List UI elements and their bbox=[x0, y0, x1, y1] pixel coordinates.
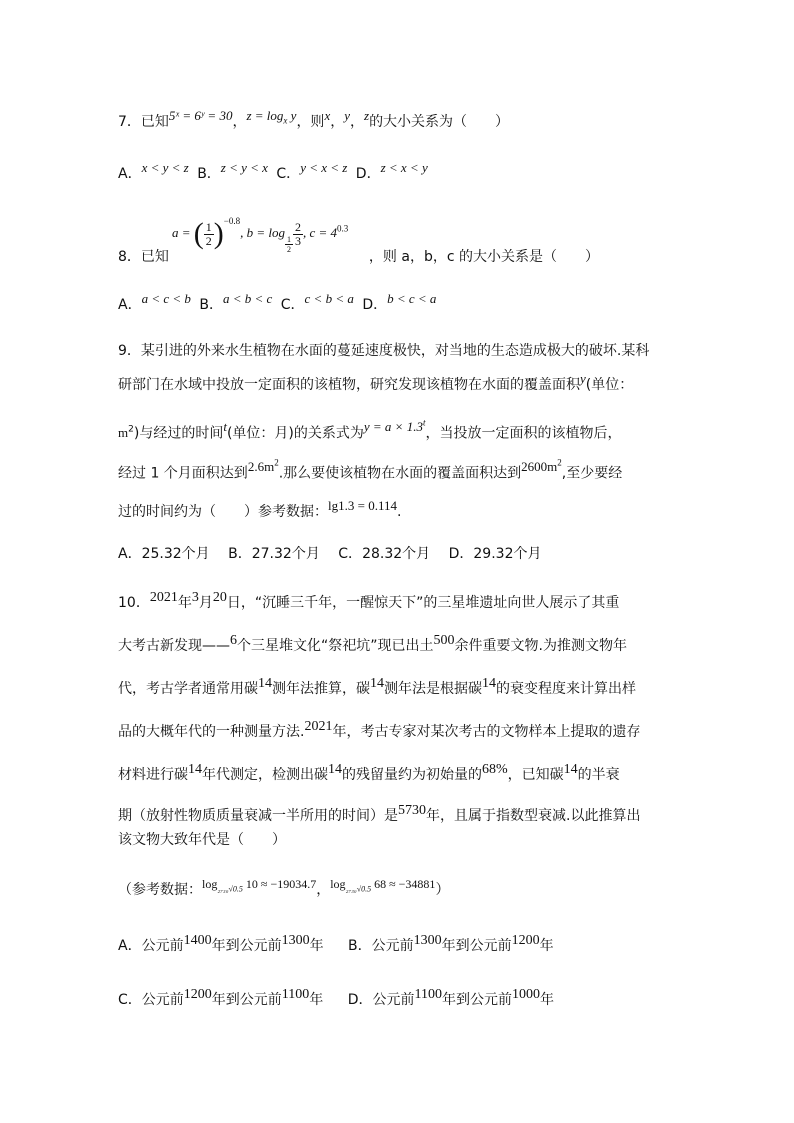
q10-line-6 bbox=[118, 803, 641, 827]
q10-text: 期（放射性物质质量衰减一半所用的时间）是 bbox=[118, 808, 398, 824]
q9-area-1-value: 2.6m bbox=[247, 459, 275, 475]
q7-var-x: x bbox=[324, 108, 331, 123]
q9-area-1 bbox=[248, 459, 279, 474]
q10-text: 测年法推算，碳 bbox=[272, 681, 370, 697]
q10-ref-formula-1 bbox=[202, 877, 317, 894]
option-year: 1400 bbox=[183, 933, 212, 948]
q9-line-4 bbox=[118, 459, 622, 483]
q7-text: 的大小关系为（ ） bbox=[369, 114, 510, 130]
q9-area-2 bbox=[521, 459, 562, 474]
q10-option-c[interactable] bbox=[118, 987, 324, 1008]
q8-formula bbox=[172, 215, 349, 254]
option-label: C． bbox=[338, 546, 363, 562]
q10-text: 的残留量约为初始量的 bbox=[342, 767, 482, 783]
log-value: 10 ≈ −19034.7 bbox=[242, 877, 317, 891]
q9-text: ,至少要经 bbox=[561, 465, 623, 482]
q8-text: 已知 bbox=[140, 249, 169, 265]
q8-a-fraction bbox=[204, 221, 214, 248]
q10-text: 的衰变程度来计算出样 bbox=[496, 681, 636, 697]
option-label: C． bbox=[118, 992, 142, 1008]
option-text: 年到公元前 bbox=[211, 938, 282, 954]
q9-text: (单位： bbox=[585, 377, 634, 393]
q10-line-3 bbox=[118, 676, 636, 700]
q10-number-value: 14 bbox=[188, 762, 202, 777]
option-label: A． bbox=[118, 166, 142, 182]
q8-option-d[interactable] bbox=[362, 291, 440, 313]
q10-text: 代，考古学者通常用碳 bbox=[118, 681, 258, 697]
q7-option-d[interactable] bbox=[355, 160, 432, 182]
q7-text: 已知 bbox=[140, 114, 169, 130]
q10-text: 年，考古专家对某次考古的文物样本上提取的遗存 bbox=[332, 724, 641, 740]
option-year: 1000 bbox=[511, 987, 540, 1002]
frac-num: 1 bbox=[205, 219, 212, 234]
q7-options bbox=[118, 160, 432, 184]
q9-text: .那么要使该植物在水面的覆盖面积达到 bbox=[278, 465, 522, 482]
option-label: C． bbox=[276, 166, 301, 182]
q9-option-a[interactable] bbox=[118, 546, 210, 562]
q9-area-1-exp: 2 bbox=[274, 458, 279, 468]
q10-text: 个三星堆文化“祭祀坑”现已出土 bbox=[237, 638, 434, 654]
option-label: A． bbox=[118, 297, 142, 313]
frac-den: 2 bbox=[205, 233, 212, 248]
option-year: 1300 bbox=[281, 933, 310, 948]
q8-option-a[interactable] bbox=[118, 291, 195, 313]
q10-line-1 bbox=[118, 590, 620, 614]
option-year: 1300 bbox=[413, 933, 442, 948]
option-text: 公元前 bbox=[141, 938, 184, 954]
q7-text: ，则 bbox=[296, 114, 325, 130]
q9-area-2-value: 2600m bbox=[521, 459, 558, 475]
log-text: log bbox=[330, 877, 346, 891]
q10-option-a[interactable] bbox=[118, 933, 324, 954]
option-label: B． bbox=[199, 297, 223, 313]
q8-a-label: a = bbox=[172, 224, 191, 240]
q9-formula-base: y = a × 1.3 bbox=[363, 419, 423, 435]
q7-log-arg: y bbox=[287, 108, 297, 123]
option-text: 公元前 bbox=[141, 992, 184, 1008]
q10-year: 2021 bbox=[149, 590, 178, 605]
q8-options bbox=[118, 291, 440, 315]
option-text: 25.32个月 bbox=[141, 546, 210, 562]
q10-number: 10． bbox=[118, 595, 150, 611]
option-expr: z < y < x bbox=[220, 160, 268, 175]
q10-text: 材料进行碳 bbox=[118, 767, 188, 783]
q7-log-text: z = log bbox=[246, 108, 284, 123]
q7-option-a[interactable] bbox=[118, 160, 193, 182]
q9-text: 过的时间约为（ ）参考数据： bbox=[118, 504, 328, 520]
log-base: ₂₇₃₀√0.5 bbox=[217, 884, 243, 894]
q10-text: ， bbox=[316, 882, 331, 898]
option-label: A． bbox=[118, 546, 142, 562]
q10-text: 品的大概年代的一种测量方法. bbox=[118, 724, 305, 740]
q10-line-2 bbox=[118, 633, 627, 657]
q7-stem bbox=[118, 108, 510, 137]
q7-var-z: z bbox=[364, 108, 370, 123]
q8-stem bbox=[118, 244, 599, 267]
option-expr: a < b < c bbox=[222, 291, 273, 306]
option-label: A． bbox=[118, 938, 142, 954]
q10-day: 20 bbox=[212, 590, 227, 605]
option-text: 年 bbox=[309, 938, 324, 954]
q8-right-paren: ) bbox=[213, 217, 224, 250]
option-label: C． bbox=[280, 297, 305, 313]
option-label: D． bbox=[355, 166, 381, 182]
q10-text: 的半衰 bbox=[577, 767, 620, 783]
q10-number-value: 14 bbox=[482, 676, 496, 691]
frac-den: 2 bbox=[287, 244, 291, 254]
q8-b-fraction bbox=[293, 221, 303, 248]
q9-reference-data: lg1.3 = 0.114 bbox=[328, 498, 397, 513]
q9-text: 经过 1 个月面积达到 bbox=[118, 465, 248, 482]
q8-left-paren: ( bbox=[193, 217, 204, 250]
option-expr: a < c < b bbox=[141, 291, 191, 306]
q9-text: ，当投放一定面积的该植物后， bbox=[425, 425, 622, 442]
q10-ref-formula-2 bbox=[330, 877, 436, 894]
q9-text: (单位：月)的关系式为 bbox=[226, 425, 364, 442]
q10-text: 测年法是根据碳 bbox=[384, 681, 482, 697]
q9-line-3 bbox=[118, 419, 621, 443]
q10-text: 大考古新发现—— bbox=[118, 638, 230, 654]
option-label: D． bbox=[347, 992, 373, 1008]
q9-text: )与经过的时间 bbox=[133, 425, 224, 442]
q10-text: 月 bbox=[198, 595, 213, 611]
q10-options-row-1 bbox=[118, 933, 554, 957]
option-expr: c < b < a bbox=[304, 291, 354, 306]
q7-text: ， bbox=[232, 114, 247, 130]
q10-number-value: 500 bbox=[433, 633, 455, 648]
q7-log-base: x bbox=[283, 115, 288, 126]
option-year: 1200 bbox=[183, 987, 212, 1002]
option-text: 年 bbox=[309, 992, 324, 1008]
q10-text: ，已知碳 bbox=[507, 767, 564, 783]
q10-line-5 bbox=[118, 762, 620, 786]
q10-number-value: 6 bbox=[230, 633, 237, 648]
q10-text: ） bbox=[435, 882, 450, 898]
option-text: 公元前 bbox=[371, 938, 414, 954]
q9-option-d[interactable] bbox=[449, 546, 542, 562]
q10-text: 余件重要文物.为推测文物年 bbox=[454, 638, 627, 654]
q8-c-label: , c = 4 bbox=[303, 224, 338, 240]
option-expr: x < y < z bbox=[141, 160, 189, 175]
q10-number-value: 14 bbox=[258, 676, 272, 691]
frac-num: 2 bbox=[295, 219, 301, 234]
q10-month: 3 bbox=[191, 590, 199, 605]
option-text: 年到公元前 bbox=[441, 938, 512, 954]
q9-text: 研部门在水域中投放一定面积的该植物，研究发现该植物在水面的覆盖面积 bbox=[118, 377, 580, 393]
q7-option-c[interactable] bbox=[276, 160, 351, 182]
q9-line-2 bbox=[118, 371, 634, 395]
q9-option-b[interactable] bbox=[228, 546, 320, 562]
q8-b-label: , b = log bbox=[240, 224, 285, 240]
q9-line-1: 9．某引进的外来水生植物在水面的蔓延速度极快，对当地的生态造成极大的破坏.某科 bbox=[118, 343, 650, 359]
frac-den: 3 bbox=[295, 233, 301, 248]
q8-a-exponent: −0.8 bbox=[223, 215, 241, 226]
q10-text: 日，“沉睡三千年，一醒惊天下”的三星堆遗址向世人展示了其重 bbox=[226, 595, 620, 611]
q9-option-c[interactable] bbox=[338, 546, 430, 562]
option-expr: y < x < z bbox=[300, 160, 348, 175]
q10-line-4 bbox=[118, 719, 641, 743]
q10-reference bbox=[118, 877, 450, 905]
q9-unit-m: m bbox=[118, 425, 129, 441]
q10-year: 2021 bbox=[304, 719, 333, 734]
q10-option-d[interactable] bbox=[347, 987, 554, 1008]
option-label: D． bbox=[448, 546, 474, 562]
q7-text: ， bbox=[330, 114, 345, 130]
q8-option-c[interactable] bbox=[280, 291, 358, 313]
q10-half-life: 5730 bbox=[398, 803, 426, 818]
option-text: 28.32个月 bbox=[362, 546, 431, 562]
q10-option-b[interactable] bbox=[348, 933, 554, 954]
frac-num: 1 bbox=[287, 234, 291, 244]
q9-line-5 bbox=[118, 498, 402, 522]
option-text: 27.32个月 bbox=[251, 546, 320, 562]
q10-text: 年，且属于指数型衰减.以此推算出 bbox=[426, 808, 641, 824]
log-text: log bbox=[202, 877, 218, 891]
option-label: B． bbox=[197, 166, 221, 182]
option-text: 公元前 bbox=[372, 992, 415, 1008]
option-text: 年 bbox=[539, 992, 554, 1008]
q9-formula-exp: t bbox=[422, 418, 426, 428]
q9-area-2-exp: 2 bbox=[557, 458, 562, 468]
log-base: ₂₇₃₀√0.5 bbox=[345, 884, 372, 894]
q9-var-y: y bbox=[580, 371, 586, 386]
q10-options-row-2 bbox=[118, 987, 554, 1011]
q10-line-7: 该文物大致年代是（ ） bbox=[118, 832, 286, 848]
option-text: 年到公元前 bbox=[211, 992, 282, 1008]
q7-math-log bbox=[246, 108, 297, 126]
log-value: 68 ≈ −34881 bbox=[371, 877, 436, 891]
q10-number-value: 14 bbox=[563, 762, 578, 777]
option-label: B． bbox=[348, 938, 372, 954]
option-year: 1100 bbox=[281, 987, 310, 1002]
q10-text: （参考数据： bbox=[118, 882, 202, 898]
option-expr: b < c < a bbox=[387, 291, 437, 306]
q7-text: ， bbox=[350, 114, 364, 130]
q9-var-t: t bbox=[223, 419, 227, 435]
option-expr: z < x < y bbox=[380, 160, 428, 175]
q9-unit-exp: 2 bbox=[128, 424, 134, 435]
option-text: 年 bbox=[539, 938, 554, 954]
q10-number-value: 14 bbox=[328, 762, 342, 777]
q7-math-equation: 5ˣ = 6ʸ = 30 bbox=[168, 108, 233, 123]
option-label: D． bbox=[362, 297, 388, 313]
q7-var-y: y bbox=[344, 108, 350, 123]
option-label: B． bbox=[228, 546, 252, 562]
q7-option-b[interactable] bbox=[197, 160, 272, 182]
q10-text: 年代测定，检测出碳 bbox=[202, 767, 328, 783]
q10-text: 年 bbox=[177, 595, 192, 611]
option-text: 29.32个月 bbox=[473, 546, 542, 562]
option-year: 1200 bbox=[511, 933, 540, 948]
q8-number: 8． bbox=[118, 249, 141, 265]
q8-c-exponent: 0.3 bbox=[337, 223, 349, 234]
q9-options bbox=[118, 544, 541, 564]
q7-number: 7． bbox=[118, 114, 141, 130]
q8-text: ，则 a，b，c 的大小关系是（ ） bbox=[368, 249, 599, 265]
option-text: 年到公元前 bbox=[441, 992, 512, 1008]
q8-option-b[interactable] bbox=[199, 291, 276, 313]
option-year: 1100 bbox=[414, 987, 442, 1002]
q9-formula bbox=[364, 419, 426, 434]
q10-number-value: 14 bbox=[370, 676, 384, 691]
q10-percentage: 68% bbox=[482, 762, 508, 777]
q9-text: . bbox=[396, 504, 402, 520]
